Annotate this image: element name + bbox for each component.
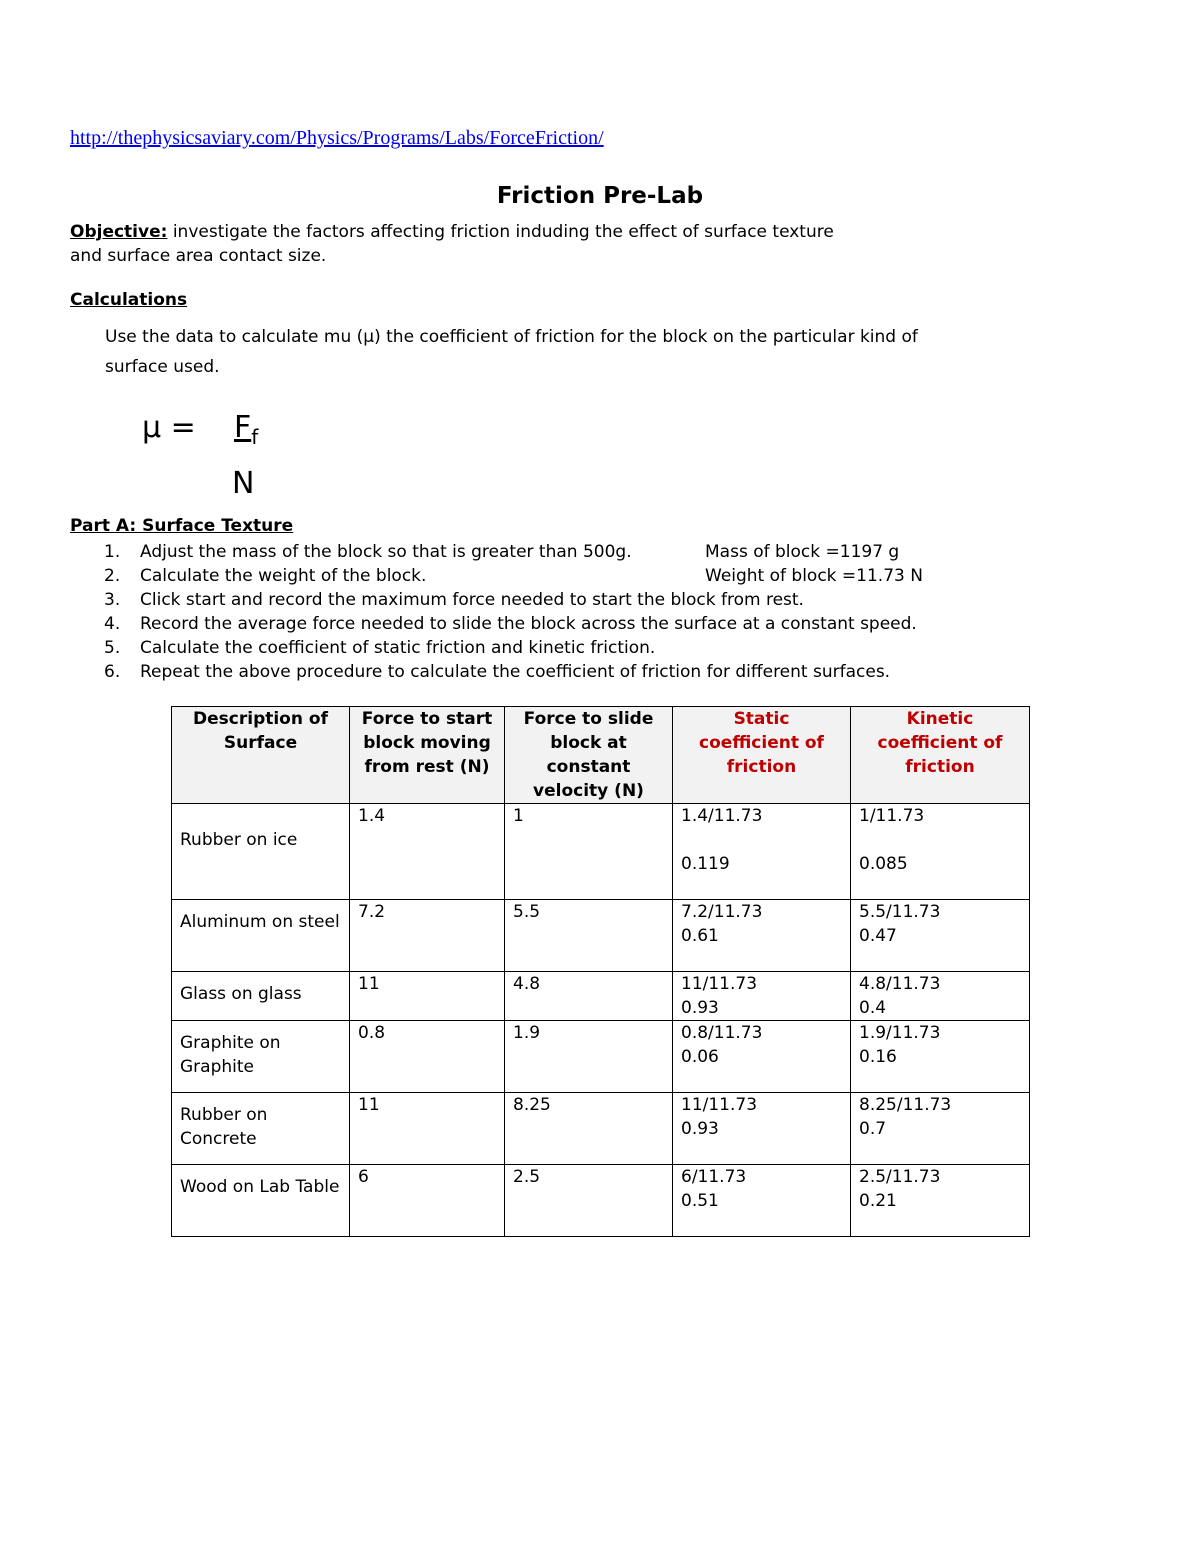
procedure-step (100, 612, 1000, 636)
kinetic-value: 0.21 (859, 1191, 897, 1211)
header-description: Description of Surface (172, 707, 350, 804)
static-calc: 6/11.73 (681, 1167, 747, 1187)
objective-text-line1: investigate the factors affecting friction induding the effect of surface texture (167, 222, 834, 242)
procedure-step (100, 540, 1000, 564)
step-text: Calculate the weight of the block. (140, 566, 427, 586)
cell-surface (172, 1021, 350, 1093)
cell-static (673, 1021, 851, 1093)
surface-label: Wood on Lab Table (180, 1177, 340, 1197)
static-calc: 7.2/11.73 (681, 902, 763, 922)
kinetic-value: 0.7 (859, 1119, 887, 1139)
cell-slide-force: 2.5 (505, 1165, 673, 1237)
calculations-text-line2: surface used. (105, 357, 220, 377)
surface-label: Rubber on Concrete (180, 1105, 268, 1149)
cell-static (673, 804, 851, 900)
cell-start-force: 11 (350, 1093, 505, 1165)
calculations-heading: Calculations (70, 290, 188, 310)
header-force-slide: Force to slide block at constant velocity (N) (505, 707, 673, 804)
cell-slide-force: 1.9 (505, 1021, 673, 1093)
step-number: 3. (104, 590, 121, 610)
cell-kinetic (851, 804, 1030, 900)
table-row (172, 900, 1030, 972)
cell-surface (172, 1093, 350, 1165)
cell-start-force: 0.8 (350, 1021, 505, 1093)
surface-label: Rubber on ice (180, 830, 298, 850)
kinetic-calc: 8.25/11.73 (859, 1095, 952, 1115)
cell-surface (172, 1165, 350, 1237)
cell-slide-force: 5.5 (505, 900, 673, 972)
table-row (172, 1165, 1030, 1237)
static-value: 0.119 (681, 854, 730, 874)
cell-static (673, 900, 851, 972)
procedure-step (100, 588, 1000, 612)
step-result: Mass of block =1197 g (705, 542, 900, 562)
static-value: 0.06 (681, 1047, 719, 1067)
header-force-start: Force to start block moving from rest (N) (350, 707, 505, 804)
objective-label: Objective: (70, 222, 168, 242)
header-static-coefficient: Static coefficient of friction (673, 707, 851, 804)
step-number: 5. (104, 638, 121, 658)
cell-surface (172, 900, 350, 972)
static-value: 0.61 (681, 926, 719, 946)
cell-slide-force: 8.25 (505, 1093, 673, 1165)
static-calc: 0.8/11.73 (681, 1023, 763, 1043)
step-text: Repeat the above procedure to calculate the coefficient of friction for different surfaces. (140, 662, 891, 682)
surface-label: Glass on glass (180, 984, 302, 1004)
cell-static (673, 972, 851, 1021)
static-value: 0.51 (681, 1191, 719, 1211)
cell-slide-force: 1 (505, 804, 673, 900)
source-link[interactable]: http://thephysicsaviary.com/Physics/Programs/Labs/ForceFriction/ (70, 127, 604, 149)
cell-static (673, 1093, 851, 1165)
step-number: 1. (104, 542, 121, 562)
surface-label: Aluminum on steel (180, 912, 340, 932)
static-value: 0.93 (681, 998, 719, 1018)
formula-denominator: N (232, 466, 255, 501)
kinetic-value: 0.085 (859, 854, 908, 874)
procedure-step (100, 636, 1000, 660)
cell-surface (172, 972, 350, 1021)
kinetic-value: 0.47 (859, 926, 897, 946)
kinetic-calc: 5.5/11.73 (859, 902, 941, 922)
table-header-row (172, 707, 1030, 804)
friction-data-table (171, 706, 1030, 1237)
kinetic-calc: 2.5/11.73 (859, 1167, 941, 1187)
cell-start-force: 11 (350, 972, 505, 1021)
kinetic-calc: 4.8/11.73 (859, 974, 941, 994)
cell-start-force: 7.2 (350, 900, 505, 972)
static-calc: 1.4/11.73 (681, 806, 763, 826)
cell-kinetic (851, 1165, 1030, 1237)
calculations-text-line1: Use the data to calculate mu (µ) the coefficient of friction for the block on the particular kind of (105, 327, 918, 347)
kinetic-value: 0.4 (859, 998, 887, 1018)
step-text: Click start and record the maximum force needed to start the block from rest. (140, 590, 804, 610)
cell-start-force: 6 (350, 1165, 505, 1237)
static-calc: 11/11.73 (681, 1095, 758, 1115)
kinetic-value: 0.16 (859, 1047, 897, 1067)
cell-kinetic (851, 1093, 1030, 1165)
page-title: Friction Pre-Lab (496, 183, 704, 209)
objective-text-line2: and surface area contact size. (70, 246, 327, 266)
cell-kinetic (851, 972, 1030, 1021)
procedure-step (100, 660, 1000, 684)
objective-paragraph (70, 220, 870, 268)
formula-numerator-subscript: f (251, 425, 259, 449)
table-row (172, 1093, 1030, 1165)
static-value: 0.93 (681, 1119, 719, 1139)
cell-surface (172, 804, 350, 900)
procedure-steps (100, 540, 1000, 684)
step-number: 6. (104, 662, 121, 682)
surface-label: Graphite on Graphite (180, 1033, 281, 1077)
step-text: Adjust the mass of the block so that is greater than 500g. (140, 542, 632, 562)
cell-kinetic (851, 1021, 1030, 1093)
part-a-heading: Part A: Surface Texture (70, 516, 294, 536)
table-row (172, 1021, 1030, 1093)
table-row (172, 972, 1030, 1021)
table-row (172, 804, 1030, 900)
kinetic-calc: 1.9/11.73 (859, 1023, 941, 1043)
cell-static (673, 1165, 851, 1237)
step-number: 2. (104, 566, 121, 586)
cell-start-force: 1.4 (350, 804, 505, 900)
calculations-paragraph (105, 322, 965, 382)
cell-kinetic (851, 900, 1030, 972)
formula-lhs: µ = (142, 410, 196, 445)
cell-slide-force: 4.8 (505, 972, 673, 1021)
step-text: Calculate the coefficient of static friction and kinetic friction. (140, 638, 656, 658)
procedure-step (100, 564, 1000, 588)
step-text: Record the average force needed to slide the block across the surface at a constant speed. (140, 614, 917, 634)
formula-numerator-symbol: F (234, 410, 252, 445)
header-kinetic-coefficient: Kinetic coefficient of friction (851, 707, 1030, 804)
step-number: 4. (104, 614, 121, 634)
static-calc: 11/11.73 (681, 974, 758, 994)
kinetic-calc: 1/11.73 (859, 806, 925, 826)
step-result: Weight of block =11.73 N (705, 566, 923, 586)
